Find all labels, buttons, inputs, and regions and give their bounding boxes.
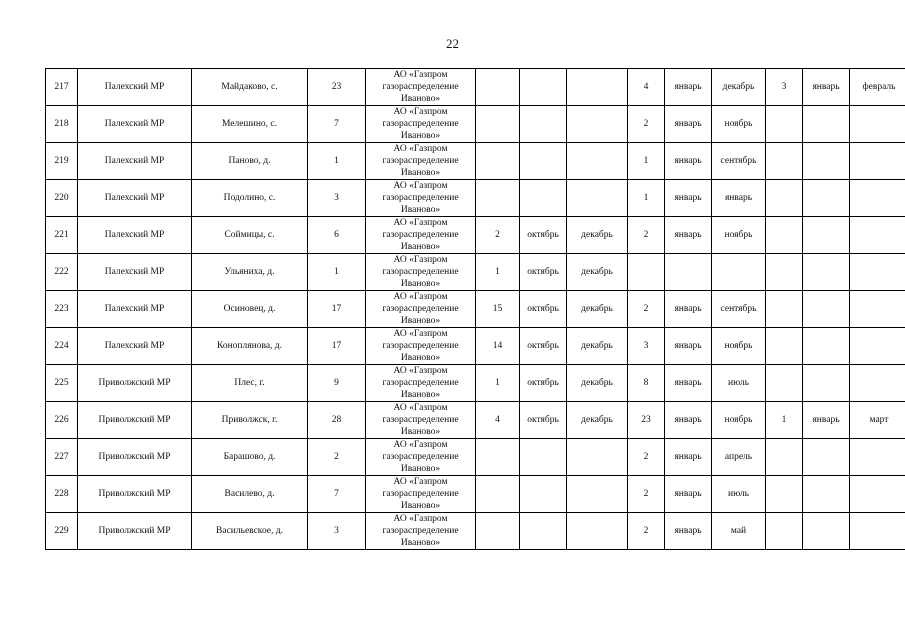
- settlement-cell: Плес, г.: [192, 365, 308, 402]
- organization-line: АО «Газпром: [393, 181, 448, 191]
- period3-end-cell: [850, 217, 905, 254]
- period2-end-cell: декабрь: [712, 69, 766, 106]
- period2-end-cell: январь: [712, 180, 766, 217]
- period2-count-cell: 3: [628, 328, 665, 365]
- period2-end-cell: сентябрь: [712, 143, 766, 180]
- row-number-cell: 228: [46, 476, 78, 513]
- period2-start-cell: январь: [665, 106, 712, 143]
- organization-line: Иваново»: [400, 538, 441, 548]
- table-row: [46, 476, 905, 513]
- organization-line: Иваново»: [400, 353, 441, 363]
- period1-end-cell: [567, 143, 628, 180]
- period1-start-cell: [520, 106, 567, 143]
- period2-end-cell: ноябрь: [712, 217, 766, 254]
- period1-end-cell: декабрь: [567, 328, 628, 365]
- organization-cell: [366, 106, 476, 143]
- period3-start-cell: [803, 513, 850, 550]
- period1-start-cell: октябрь: [520, 254, 567, 291]
- period3-start-cell: [803, 254, 850, 291]
- row-number-cell: 219: [46, 143, 78, 180]
- district-cell: Палехский МР: [78, 180, 192, 217]
- organization-line: АО «Газпром: [393, 440, 448, 450]
- period1-end-cell: [567, 180, 628, 217]
- period3-count-cell: [766, 439, 803, 476]
- period1-count-cell: [476, 69, 520, 106]
- period3-start-cell: [803, 328, 850, 365]
- period3-count-cell: 1: [766, 402, 803, 439]
- period2-count-cell: 8: [628, 365, 665, 402]
- period3-end-cell: февраль: [850, 69, 905, 106]
- row-number-cell: 226: [46, 402, 78, 439]
- period2-count-cell: 4: [628, 69, 665, 106]
- organization-line: Иваново»: [400, 205, 441, 215]
- table-row: [46, 402, 905, 439]
- period3-count-cell: [766, 180, 803, 217]
- period1-end-cell: [567, 513, 628, 550]
- table-body: [46, 69, 905, 550]
- period2-end-cell: июль: [712, 476, 766, 513]
- table-row: [46, 217, 905, 254]
- period1-count-cell: 4: [476, 402, 520, 439]
- organization-cell: [366, 402, 476, 439]
- period3-end-cell: [850, 254, 905, 291]
- period1-count-cell: [476, 513, 520, 550]
- table-row: [46, 291, 905, 328]
- organization-line: АО «Газпром: [393, 70, 448, 80]
- settlement-cell: Подолино, с.: [192, 180, 308, 217]
- period1-end-cell: декабрь: [567, 402, 628, 439]
- period1-start-cell: октябрь: [520, 217, 567, 254]
- organization-cell: [366, 180, 476, 217]
- organization-line: газораспределение: [382, 193, 459, 203]
- table-row: [46, 106, 905, 143]
- period3-end-cell: [850, 365, 905, 402]
- period1-end-cell: [567, 106, 628, 143]
- schedule-table: [45, 68, 905, 550]
- district-cell: Палехский МР: [78, 291, 192, 328]
- row-number-cell: 225: [46, 365, 78, 402]
- count-cell: 28: [308, 402, 366, 439]
- period2-end-cell: [712, 254, 766, 291]
- table-row: [46, 513, 905, 550]
- organization-line: газораспределение: [382, 452, 459, 462]
- settlement-cell: Мелешино, с.: [192, 106, 308, 143]
- settlement-cell: Коноплянова, д.: [192, 328, 308, 365]
- period3-end-cell: [850, 476, 905, 513]
- period1-end-cell: [567, 69, 628, 106]
- period1-start-cell: [520, 69, 567, 106]
- organization-line: АО «Газпром: [393, 403, 448, 413]
- period2-end-cell: июль: [712, 365, 766, 402]
- period1-count-cell: [476, 180, 520, 217]
- table-row: [46, 365, 905, 402]
- period2-count-cell: 2: [628, 513, 665, 550]
- organization-line: Иваново»: [400, 94, 441, 104]
- row-number-cell: 222: [46, 254, 78, 291]
- organization-cell: [366, 217, 476, 254]
- period1-start-cell: [520, 439, 567, 476]
- organization-line: Иваново»: [400, 427, 441, 437]
- row-number-cell: 227: [46, 439, 78, 476]
- period1-end-cell: декабрь: [567, 291, 628, 328]
- organization-line: газораспределение: [382, 304, 459, 314]
- period3-start-cell: январь: [803, 402, 850, 439]
- district-cell: Палехский МР: [78, 328, 192, 365]
- table-row: [46, 69, 905, 106]
- organization-cell: [366, 476, 476, 513]
- row-number-cell: 229: [46, 513, 78, 550]
- district-cell: Палехский МР: [78, 254, 192, 291]
- district-cell: Палехский МР: [78, 217, 192, 254]
- organization-line: газораспределение: [382, 119, 459, 129]
- period1-count-cell: 1: [476, 365, 520, 402]
- period1-end-cell: [567, 439, 628, 476]
- period3-start-cell: январь: [803, 69, 850, 106]
- period2-end-cell: май: [712, 513, 766, 550]
- table-row: [46, 439, 905, 476]
- period3-start-cell: [803, 143, 850, 180]
- period3-count-cell: [766, 365, 803, 402]
- period3-count-cell: [766, 217, 803, 254]
- period2-count-cell: 2: [628, 106, 665, 143]
- organization-cell: [366, 143, 476, 180]
- organization-cell: [366, 513, 476, 550]
- period3-count-cell: [766, 143, 803, 180]
- period1-end-cell: декабрь: [567, 217, 628, 254]
- period2-count-cell: 1: [628, 180, 665, 217]
- period3-end-cell: [850, 143, 905, 180]
- period3-end-cell: [850, 180, 905, 217]
- row-number-cell: 217: [46, 69, 78, 106]
- period1-count-cell: 2: [476, 217, 520, 254]
- organization-line: Иваново»: [400, 501, 441, 511]
- period1-end-cell: [567, 476, 628, 513]
- period3-count-cell: [766, 291, 803, 328]
- organization-line: АО «Газпром: [393, 514, 448, 524]
- period1-start-cell: октябрь: [520, 291, 567, 328]
- period2-count-cell: 2: [628, 291, 665, 328]
- period2-count-cell: 1: [628, 143, 665, 180]
- period2-count-cell: [628, 254, 665, 291]
- table-row: [46, 254, 905, 291]
- period1-start-cell: октябрь: [520, 365, 567, 402]
- period3-end-cell: март: [850, 402, 905, 439]
- period2-start-cell: январь: [665, 217, 712, 254]
- settlement-cell: Васильевское, д.: [192, 513, 308, 550]
- period3-start-cell: [803, 476, 850, 513]
- organization-line: АО «Газпром: [393, 107, 448, 117]
- period2-start-cell: январь: [665, 328, 712, 365]
- period3-start-cell: [803, 217, 850, 254]
- organization-line: Иваново»: [400, 242, 441, 252]
- organization-line: АО «Газпром: [393, 366, 448, 376]
- period2-start-cell: январь: [665, 291, 712, 328]
- count-cell: 6: [308, 217, 366, 254]
- period2-start-cell: [665, 254, 712, 291]
- district-cell: Приволжский МР: [78, 439, 192, 476]
- organization-line: АО «Газпром: [393, 477, 448, 487]
- period1-start-cell: октябрь: [520, 328, 567, 365]
- period1-count-cell: 15: [476, 291, 520, 328]
- organization-line: АО «Газпром: [393, 218, 448, 228]
- count-cell: 1: [308, 143, 366, 180]
- organization-line: Иваново»: [400, 316, 441, 326]
- period1-start-cell: [520, 476, 567, 513]
- period2-start-cell: январь: [665, 143, 712, 180]
- period1-start-cell: [520, 180, 567, 217]
- period3-start-cell: [803, 106, 850, 143]
- table-row: [46, 328, 905, 365]
- row-number-cell: 224: [46, 328, 78, 365]
- period2-count-cell: 2: [628, 439, 665, 476]
- row-number-cell: 220: [46, 180, 78, 217]
- period1-count-cell: 14: [476, 328, 520, 365]
- settlement-cell: Барашово, д.: [192, 439, 308, 476]
- organization-line: газораспределение: [382, 341, 459, 351]
- period3-count-cell: [766, 476, 803, 513]
- count-cell: 3: [308, 513, 366, 550]
- settlement-cell: Осиновец, д.: [192, 291, 308, 328]
- period2-start-cell: январь: [665, 513, 712, 550]
- period2-end-cell: сентябрь: [712, 291, 766, 328]
- organization-line: Иваново»: [400, 390, 441, 400]
- row-number-cell: 221: [46, 217, 78, 254]
- count-cell: 17: [308, 328, 366, 365]
- period2-count-cell: 2: [628, 476, 665, 513]
- settlement-cell: Майдаково, с.: [192, 69, 308, 106]
- period3-end-cell: [850, 291, 905, 328]
- period2-start-cell: январь: [665, 180, 712, 217]
- count-cell: 2: [308, 439, 366, 476]
- period3-end-cell: [850, 328, 905, 365]
- period1-end-cell: декабрь: [567, 254, 628, 291]
- period3-count-cell: [766, 254, 803, 291]
- count-cell: 1: [308, 254, 366, 291]
- organization-cell: [366, 254, 476, 291]
- organization-line: газораспределение: [382, 526, 459, 536]
- settlement-cell: Ульяниха, д.: [192, 254, 308, 291]
- period3-end-cell: [850, 106, 905, 143]
- organization-line: Иваново»: [400, 168, 441, 178]
- organization-line: Иваново»: [400, 464, 441, 474]
- organization-line: газораспределение: [382, 489, 459, 499]
- settlement-cell: Приволжск, г.: [192, 402, 308, 439]
- settlement-cell: Василево, д.: [192, 476, 308, 513]
- period2-end-cell: ноябрь: [712, 328, 766, 365]
- district-cell: Приволжский МР: [78, 513, 192, 550]
- period1-count-cell: [476, 143, 520, 180]
- period3-end-cell: [850, 439, 905, 476]
- period1-count-cell: [476, 439, 520, 476]
- district-cell: Палехский МР: [78, 143, 192, 180]
- period1-start-cell: октябрь: [520, 402, 567, 439]
- period3-start-cell: [803, 365, 850, 402]
- period2-start-cell: январь: [665, 402, 712, 439]
- settlement-cell: Паново, д.: [192, 143, 308, 180]
- district-cell: Палехский МР: [78, 106, 192, 143]
- table-row: [46, 180, 905, 217]
- period2-count-cell: 2: [628, 217, 665, 254]
- organization-cell: [366, 365, 476, 402]
- organization-line: газораспределение: [382, 156, 459, 166]
- organization-line: газораспределение: [382, 415, 459, 425]
- period3-start-cell: [803, 439, 850, 476]
- period1-count-cell: [476, 106, 520, 143]
- period1-start-cell: [520, 143, 567, 180]
- period3-count-cell: [766, 513, 803, 550]
- period3-count-cell: [766, 328, 803, 365]
- period3-start-cell: [803, 291, 850, 328]
- settlement-cell: Соймицы, с.: [192, 217, 308, 254]
- period3-end-cell: [850, 513, 905, 550]
- organization-line: АО «Газпром: [393, 329, 448, 339]
- period3-start-cell: [803, 180, 850, 217]
- period1-count-cell: [476, 476, 520, 513]
- organization-line: газораспределение: [382, 82, 459, 92]
- organization-cell: [366, 69, 476, 106]
- period1-count-cell: 1: [476, 254, 520, 291]
- organization-line: газораспределение: [382, 378, 459, 388]
- organization-line: Иваново»: [400, 279, 441, 289]
- period2-start-cell: январь: [665, 439, 712, 476]
- period2-start-cell: январь: [665, 365, 712, 402]
- organization-line: Иваново»: [400, 131, 441, 141]
- organization-line: АО «Газпром: [393, 292, 448, 302]
- count-cell: 3: [308, 180, 366, 217]
- period3-count-cell: 3: [766, 69, 803, 106]
- page-number: 22: [446, 36, 459, 51]
- row-number-cell: 223: [46, 291, 78, 328]
- period2-count-cell: 23: [628, 402, 665, 439]
- organization-cell: [366, 439, 476, 476]
- organization-cell: [366, 328, 476, 365]
- period2-end-cell: апрель: [712, 439, 766, 476]
- district-cell: Палехский МР: [78, 69, 192, 106]
- count-cell: 9: [308, 365, 366, 402]
- count-cell: 23: [308, 69, 366, 106]
- organization-line: АО «Газпром: [393, 144, 448, 154]
- row-number-cell: 218: [46, 106, 78, 143]
- period1-end-cell: декабрь: [567, 365, 628, 402]
- period2-end-cell: ноябрь: [712, 106, 766, 143]
- district-cell: Приволжский МР: [78, 365, 192, 402]
- count-cell: 7: [308, 476, 366, 513]
- district-cell: Приволжский МР: [78, 402, 192, 439]
- district-cell: Приволжский МР: [78, 476, 192, 513]
- organization-line: АО «Газпром: [393, 255, 448, 265]
- period2-start-cell: январь: [665, 476, 712, 513]
- period1-start-cell: [520, 513, 567, 550]
- period2-start-cell: январь: [665, 69, 712, 106]
- organization-cell: [366, 291, 476, 328]
- organization-line: газораспределение: [382, 230, 459, 240]
- count-cell: 7: [308, 106, 366, 143]
- organization-line: газораспределение: [382, 267, 459, 277]
- table-row: [46, 143, 905, 180]
- period2-end-cell: ноябрь: [712, 402, 766, 439]
- count-cell: 17: [308, 291, 366, 328]
- period3-count-cell: [766, 106, 803, 143]
